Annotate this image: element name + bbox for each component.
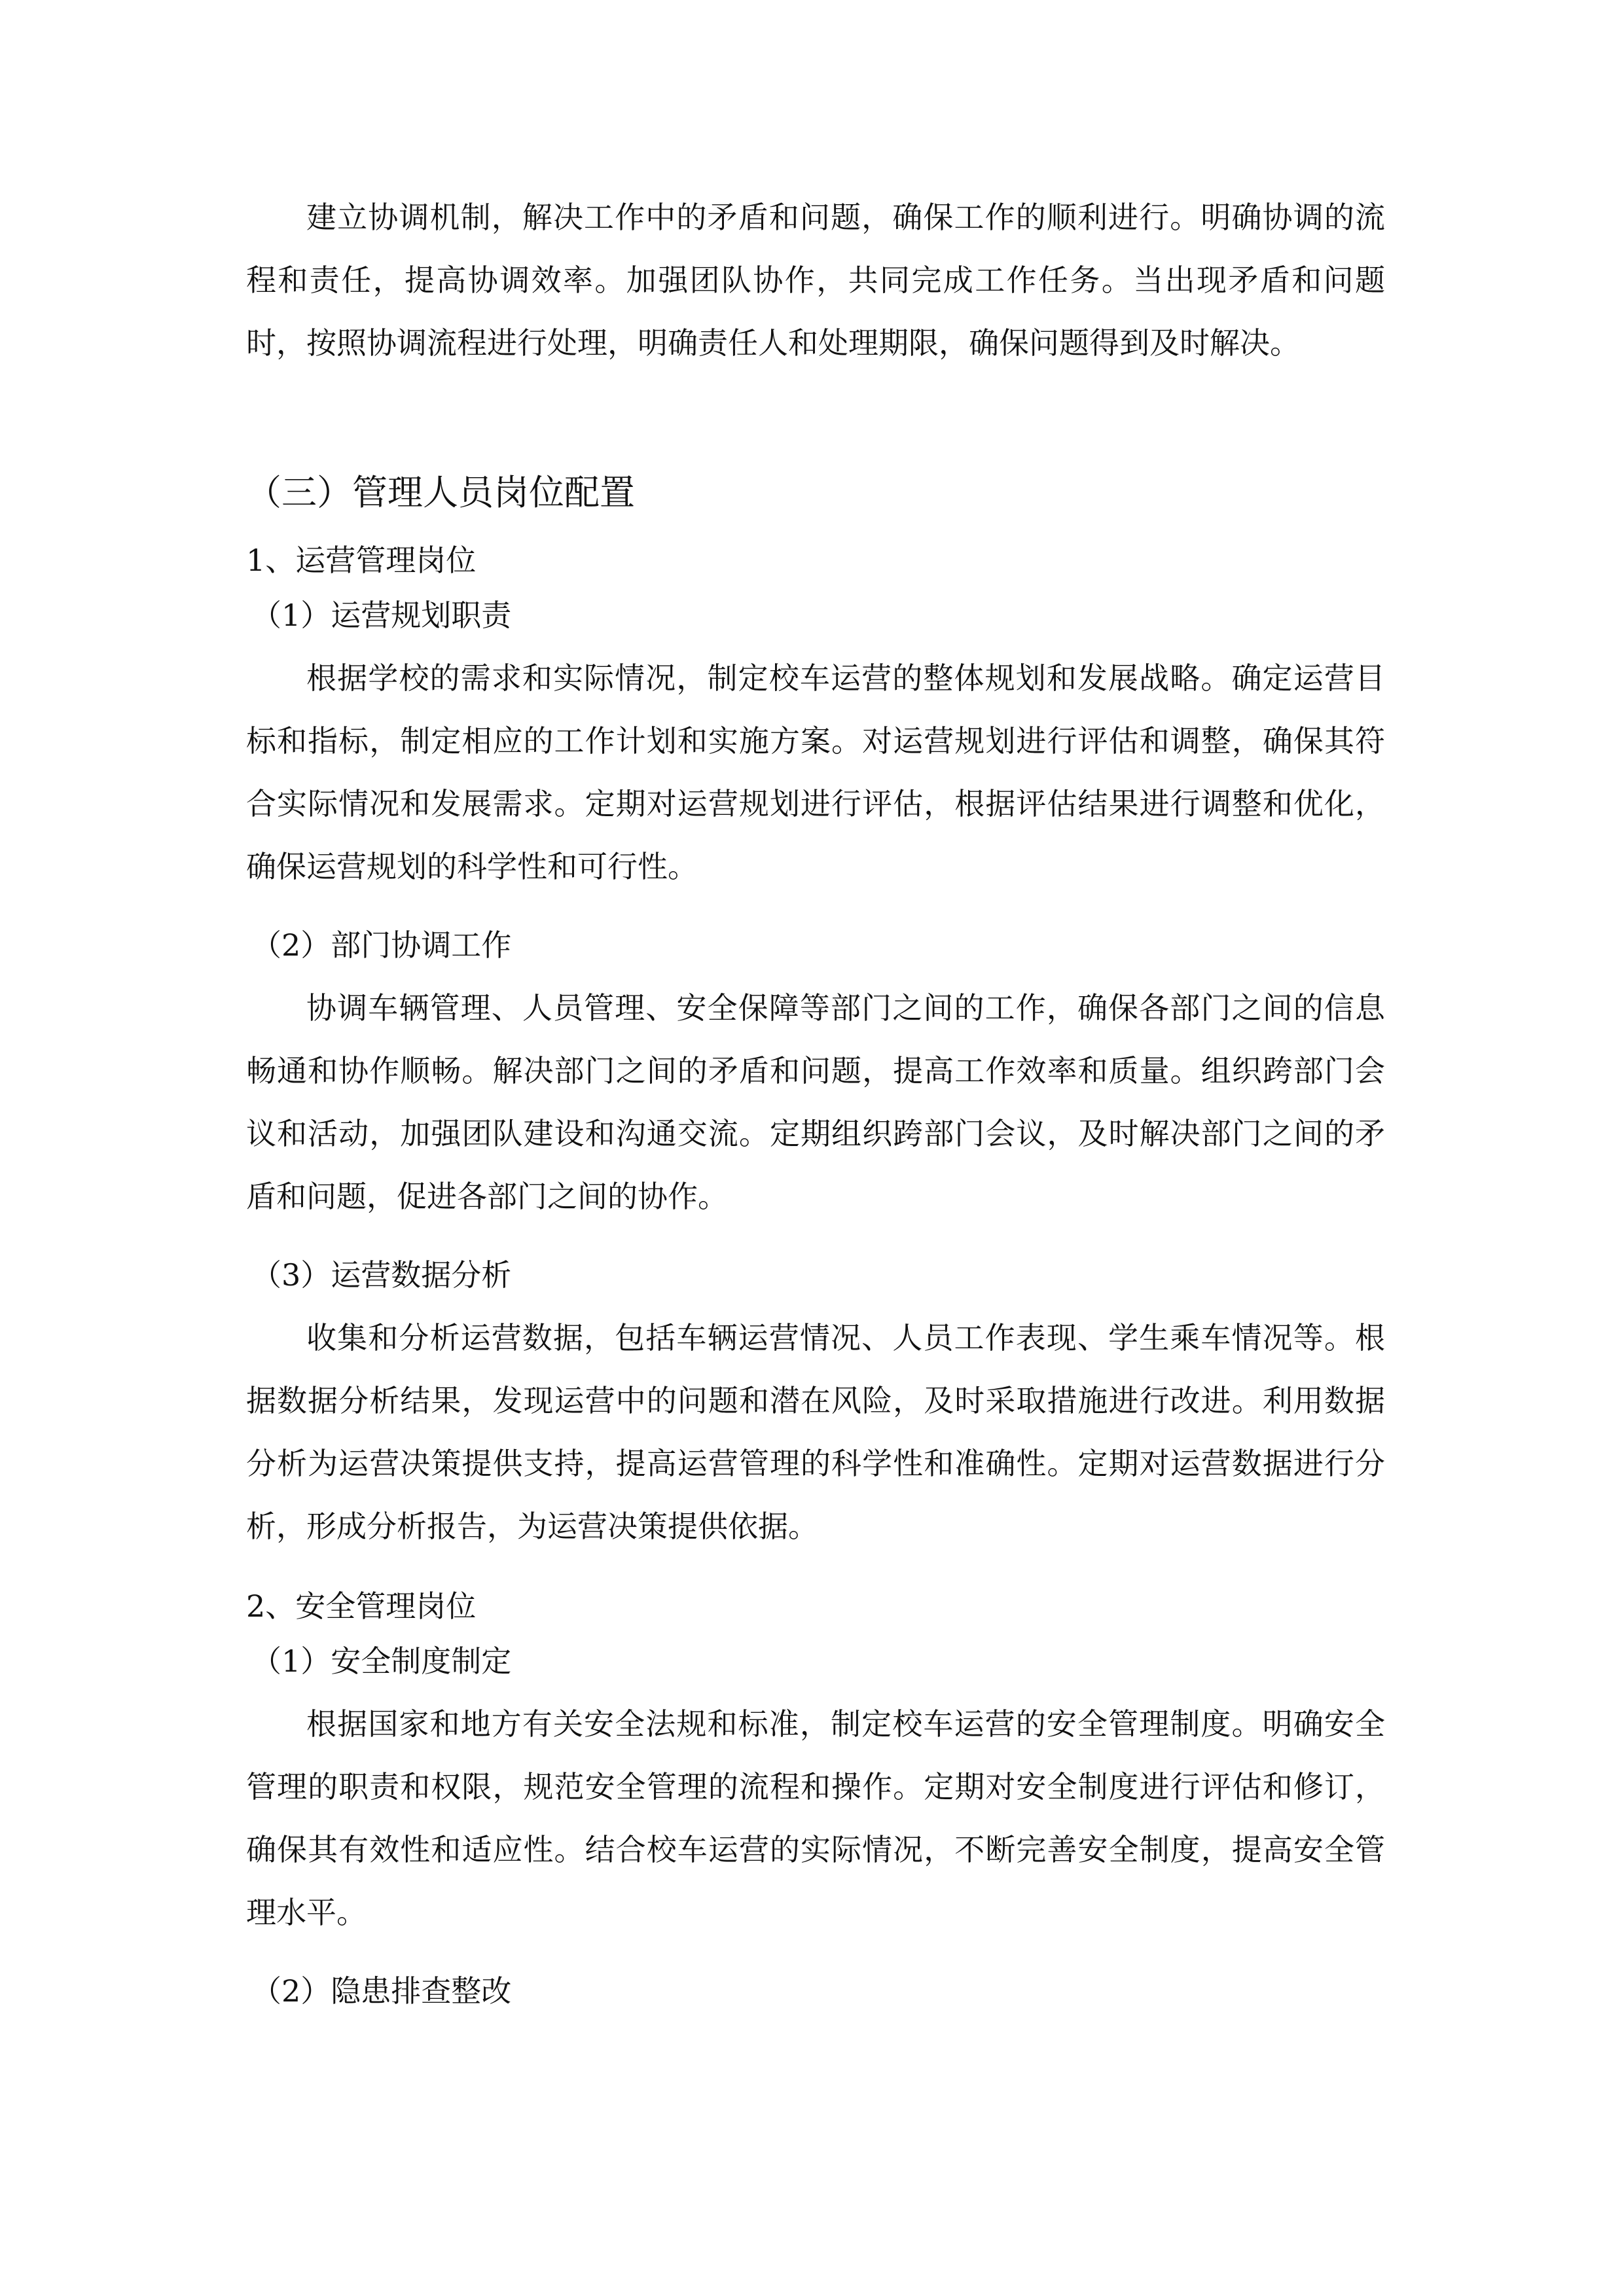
paragraph-safety-rules: 根据国家和地方有关安全法规和标准，制定校车运营的安全管理制度。明确安全管理的职责和权限，规范安全管理的流程和操作。定期对安全制度进行评估和修订，确保其有效性和适应性。结合校车运营的实际情况，不断完善安全制度，提高安全管理水平。 xyxy=(246,1706,1385,1930)
subheading-department-coordination: （2）部门协调工作 xyxy=(251,927,512,963)
subheading-safety-rules: （1）安全制度制定 xyxy=(251,1643,512,1679)
subheading-safety-post: 2、安全管理岗位 xyxy=(246,1588,477,1624)
subheading-operations-planning: （1）运营规划职责 xyxy=(251,598,512,633)
paragraph-coordination: 建立协调机制，解决工作中的矛盾和问题，确保工作的顺利进行。明确协调的流程和责任，提高协调效率。加强团队协作，共同完成工作任务。当出现矛盾和问题时，按照协调流程进行处理，明确责任人和处理期限，确保问题得到及时解决。 xyxy=(246,200,1385,361)
subheading-operations-post: 1、运营管理岗位 xyxy=(246,543,477,578)
subheading-hazard-inspection: （2）隐患排查整改 xyxy=(251,1973,512,2009)
paragraph-data-analysis: 收集和分析运营数据，包括车辆运营情况、人员工作表现、学生乘车情况等。根据数据分析结果，发现运营中的问题和潜在风险，及时采取措施进行改进。利用数据分析为运营决策提供支持，提高运营管理的科学性和准确性。定期对运营数据进行分析，形成分析报告，为运营决策提供依据。 xyxy=(246,1320,1385,1544)
paragraph-operations-planning: 根据学校的需求和实际情况，制定校车运营的整体规划和发展战略。确定运营目标和指标，制定相应的工作计划和实施方案。对运营规划进行评估和调整，确保其符合实际情况和发展需求。定期对运营规划进行评估，根据评估结果进行调整和优化，确保运营规划的科学性和可行性。 xyxy=(246,660,1385,884)
paragraph-department-coordination: 协调车辆管理、人员管理、安全保障等部门之间的工作，确保各部门之间的信息畅通和协作顺畅。解决部门之间的矛盾和问题，提高工作效率和质量。组织跨部门会议和活动，加强团队建设和沟通交流。定期组织跨部门会议，及时解决部门之间的矛盾和问题，促进各部门之间的协作。 xyxy=(246,990,1385,1214)
section-heading-3: （三）管理人员岗位配置 xyxy=(246,472,635,513)
subheading-data-analysis: （3）运营数据分析 xyxy=(251,1257,512,1293)
